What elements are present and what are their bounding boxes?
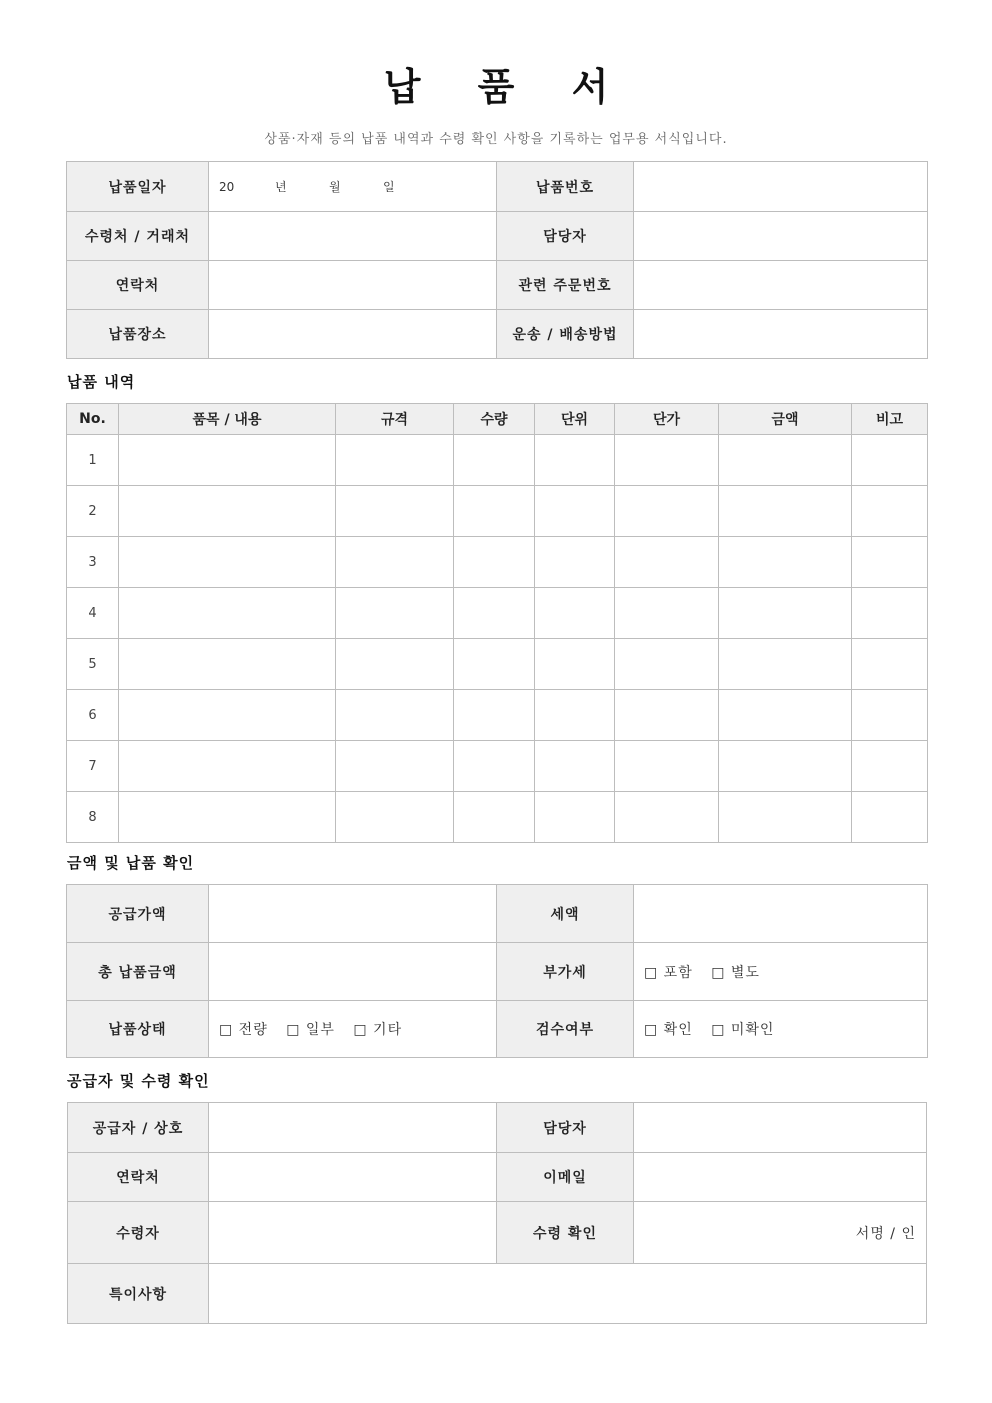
item-cell[interactable] xyxy=(852,690,928,741)
item-cell[interactable] xyxy=(336,792,454,843)
supplier-table xyxy=(67,1102,927,1324)
row-number: 3 xyxy=(67,537,119,588)
item-cell[interactable] xyxy=(719,537,852,588)
status-other-checkbox[interactable]: □ 기타 xyxy=(353,1022,403,1038)
item-cell[interactable] xyxy=(336,435,454,486)
inspect-unconfirmed-checkbox[interactable]: □ 미확인 xyxy=(711,1022,775,1038)
supplier-manager-field[interactable] xyxy=(634,1103,927,1153)
item-cell[interactable] xyxy=(719,741,852,792)
date-year-unit: 년 xyxy=(275,180,287,194)
date-month-unit: 월 xyxy=(329,180,341,194)
delivery-no-label: 납품번호 xyxy=(497,162,634,212)
table-row xyxy=(67,792,928,843)
item-cell[interactable] xyxy=(336,588,454,639)
delivery-status-options xyxy=(209,1001,497,1058)
row-number: 5 xyxy=(67,639,119,690)
total-amount-label: 총 납품금액 xyxy=(67,943,209,1001)
item-cell[interactable] xyxy=(336,639,454,690)
recipient-field[interactable] xyxy=(209,1202,497,1264)
item-cell[interactable] xyxy=(454,588,535,639)
supplier-contact-field[interactable] xyxy=(209,1153,497,1202)
item-cell[interactable] xyxy=(454,639,535,690)
item-cell[interactable] xyxy=(119,792,336,843)
item-cell[interactable] xyxy=(615,690,719,741)
item-cell[interactable] xyxy=(535,741,615,792)
supplier-manager-label: 담당자 xyxy=(497,1103,634,1153)
item-cell[interactable] xyxy=(615,792,719,843)
status-full-checkbox[interactable]: □ 전량 xyxy=(219,1022,268,1038)
manager-label: 담당자 xyxy=(497,212,634,261)
table-row xyxy=(67,435,928,486)
amount-table xyxy=(66,884,928,1058)
item-cell[interactable] xyxy=(852,537,928,588)
item-cell[interactable] xyxy=(535,588,615,639)
tax-label: 세액 xyxy=(497,885,634,943)
row-number: 6 xyxy=(67,690,119,741)
item-cell[interactable] xyxy=(719,690,852,741)
item-cell[interactable] xyxy=(535,435,615,486)
item-cell[interactable] xyxy=(852,741,928,792)
item-cell[interactable] xyxy=(719,792,852,843)
item-cell[interactable] xyxy=(852,588,928,639)
column-header: 비고 xyxy=(852,404,928,435)
item-cell[interactable] xyxy=(454,486,535,537)
item-cell[interactable] xyxy=(535,537,615,588)
item-cell[interactable] xyxy=(535,486,615,537)
supplier-section-title: 공급자 및 수령 확인 xyxy=(67,1072,210,1090)
delivery-info-table xyxy=(66,161,928,359)
item-cell[interactable] xyxy=(615,588,719,639)
item-cell[interactable] xyxy=(615,537,719,588)
receipt-confirm-label: 수령 확인 xyxy=(497,1202,634,1264)
supplier-name-label: 공급자 / 상호 xyxy=(68,1103,209,1153)
item-cell[interactable] xyxy=(336,537,454,588)
manager-field[interactable] xyxy=(634,212,928,261)
item-cell[interactable] xyxy=(719,588,852,639)
item-cell[interactable] xyxy=(119,639,336,690)
item-cell[interactable] xyxy=(119,537,336,588)
column-header: 수량 xyxy=(454,404,535,435)
contact-label: 연락처 xyxy=(67,261,209,310)
item-cell[interactable] xyxy=(454,741,535,792)
item-cell[interactable] xyxy=(336,741,454,792)
notes-field[interactable] xyxy=(209,1264,927,1324)
item-cell[interactable] xyxy=(535,639,615,690)
row-number: 1 xyxy=(67,435,119,486)
receiver-label: 수령처 / 거래처 xyxy=(67,212,209,261)
item-cell[interactable] xyxy=(852,486,928,537)
item-cell[interactable] xyxy=(719,486,852,537)
place-label: 납품장소 xyxy=(67,310,209,359)
item-cell[interactable] xyxy=(535,690,615,741)
table-row xyxy=(67,486,928,537)
delivery-date-label: 납품일자 xyxy=(67,162,209,212)
column-header: 품목 / 내용 xyxy=(119,404,336,435)
vat-options xyxy=(634,943,928,1001)
place-field[interactable] xyxy=(209,310,497,359)
item-cell[interactable] xyxy=(852,639,928,690)
item-cell[interactable] xyxy=(119,741,336,792)
item-cell[interactable] xyxy=(119,690,336,741)
items-table xyxy=(66,403,928,843)
item-cell[interactable] xyxy=(454,792,535,843)
tax-field[interactable] xyxy=(634,885,928,943)
inspection-options xyxy=(634,1001,928,1058)
column-header: 금액 xyxy=(719,404,852,435)
item-cell[interactable] xyxy=(535,792,615,843)
item-cell[interactable] xyxy=(615,435,719,486)
order-no-label: 관련 주문번호 xyxy=(497,261,634,310)
vat-included-checkbox[interactable]: □ 포함 xyxy=(644,964,693,981)
row-number: 4 xyxy=(67,588,119,639)
status-partial-checkbox[interactable]: □ 일부 xyxy=(286,1022,335,1038)
row-number: 7 xyxy=(67,741,119,792)
table-row xyxy=(67,639,928,690)
row-number: 8 xyxy=(67,792,119,843)
delivery-no-field[interactable] xyxy=(634,162,928,212)
items-section-title: 납품 내역 xyxy=(67,373,136,391)
recipient-label: 수령자 xyxy=(68,1202,209,1264)
vat-separate-checkbox[interactable]: □ 별도 xyxy=(711,964,760,981)
item-cell[interactable] xyxy=(336,690,454,741)
supply-amount-label: 공급가액 xyxy=(67,885,209,943)
document-subtitle: 상품·자재 등의 납품 내역과 수령 확인 사항을 기록하는 업무용 서식입니다. xyxy=(264,132,728,147)
date-day-unit: 일 xyxy=(383,180,395,194)
item-cell[interactable] xyxy=(719,639,852,690)
table-row xyxy=(67,537,928,588)
item-cell[interactable] xyxy=(336,486,454,537)
column-header: 단위 xyxy=(535,404,615,435)
item-cell[interactable] xyxy=(719,435,852,486)
item-cell[interactable] xyxy=(852,792,928,843)
receiver-field[interactable] xyxy=(209,212,497,261)
amount-section-title: 금액 및 납품 확인 xyxy=(67,854,195,872)
email-field[interactable] xyxy=(634,1153,927,1202)
item-cell[interactable] xyxy=(454,690,535,741)
table-row xyxy=(67,588,928,639)
row-number: 2 xyxy=(67,486,119,537)
total-amount-field[interactable] xyxy=(209,943,497,1001)
inspection-label: 검수여부 xyxy=(497,1001,634,1058)
document-title: 납 품 서 xyxy=(383,65,631,109)
item-cell[interactable] xyxy=(615,639,719,690)
item-cell[interactable] xyxy=(119,486,336,537)
item-cell[interactable] xyxy=(852,435,928,486)
item-cell[interactable] xyxy=(119,588,336,639)
table-row xyxy=(67,741,928,792)
supply-amount-field[interactable] xyxy=(209,885,497,943)
order-no-field[interactable] xyxy=(634,261,928,310)
table-row xyxy=(67,690,928,741)
delivery-status-label: 납품상태 xyxy=(67,1001,209,1058)
email-label: 이메일 xyxy=(497,1153,634,1202)
shipping-label: 운송 / 배송방법 xyxy=(497,310,634,359)
item-cell[interactable] xyxy=(454,435,535,486)
delivery-date-field[interactable] xyxy=(209,162,497,212)
signature-field[interactable]: 서명 / 인 xyxy=(634,1202,927,1264)
item-cell[interactable] xyxy=(454,537,535,588)
item-cell[interactable] xyxy=(615,486,719,537)
contact-field[interactable] xyxy=(209,261,497,310)
item-cell[interactable] xyxy=(615,741,719,792)
column-header: No. xyxy=(67,404,119,435)
column-header: 규격 xyxy=(336,404,454,435)
supplier-name-field[interactable] xyxy=(209,1103,497,1153)
notes-label: 특이사항 xyxy=(68,1264,209,1324)
vat-label: 부가세 xyxy=(497,943,634,1001)
column-header: 단가 xyxy=(615,404,719,435)
shipping-field[interactable] xyxy=(634,310,928,359)
supplier-contact-label: 연락처 xyxy=(68,1153,209,1202)
item-cell[interactable] xyxy=(119,435,336,486)
inspect-confirmed-checkbox[interactable]: □ 확인 xyxy=(644,1022,693,1038)
date-year: 20 xyxy=(219,180,235,194)
